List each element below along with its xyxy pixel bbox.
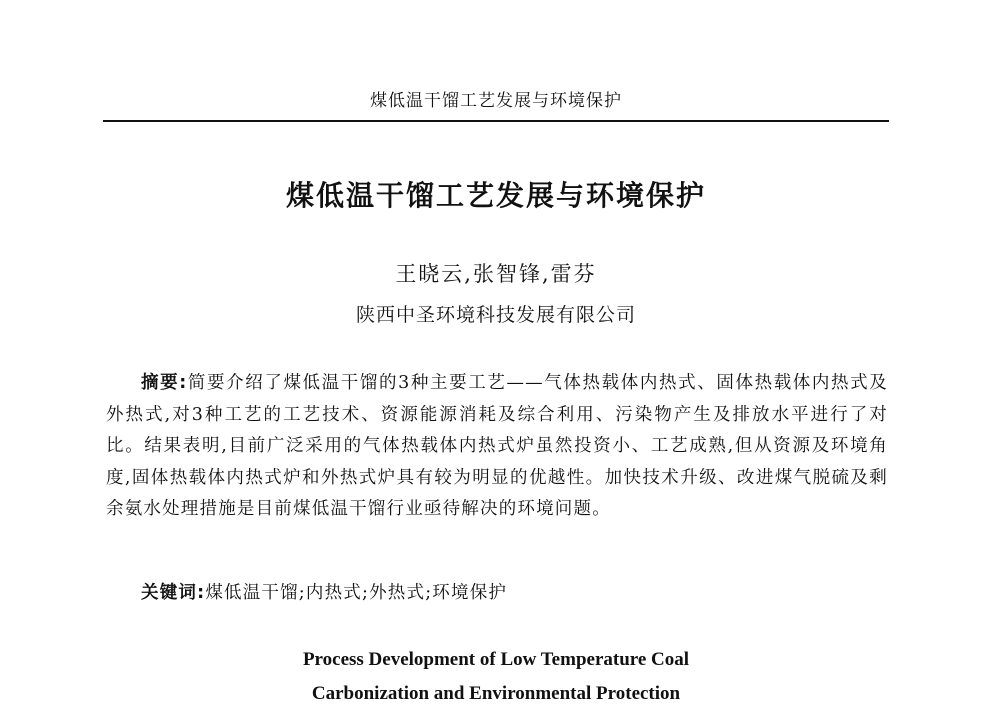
abstract-label: 摘要: bbox=[141, 373, 188, 393]
paper-title: 煤低温干馏工艺发展与环境保护 bbox=[285, 179, 706, 212]
english-title-line-1: Process Development of Low Temperature Coal bbox=[302, 649, 690, 670]
header-rule bbox=[103, 120, 889, 122]
english-title-line-2: Carbonization and Environmental Protection bbox=[311, 683, 681, 704]
abstract-text: 简要介绍了煤低温干馏的3种主要工艺——气体热载体内热式、固体热载体内热式及外热式,对3种工艺的工艺技术、资源能源消耗及综合利用、污染物产生及排放水平进行了对比。结果表明,目前广泛采用的气体热载体内热式炉虽然投资小、工艺成熟,但从资源及环境角度,固体热载体内热式炉和外热式炉具有较为明显的优越性。加快技术升级、改进煤气脱硫及剩余氨水处理措施是目前煤低温干馏行业亟待解决的环境问题。 bbox=[106, 373, 888, 519]
keywords-text: 煤低温干馏;内热式;外热式;环境保护 bbox=[205, 583, 508, 603]
abstract bbox=[106, 368, 888, 526]
affiliation: 陕西中圣环境科技发展有限公司 bbox=[355, 304, 636, 326]
authors: 王晓云,张智锋,雷芬 bbox=[395, 262, 597, 286]
keywords-label: 关键词: bbox=[141, 583, 206, 603]
running-header: 煤低温干馏工艺发展与环境保护 bbox=[370, 91, 622, 111]
keywords bbox=[106, 579, 888, 604]
